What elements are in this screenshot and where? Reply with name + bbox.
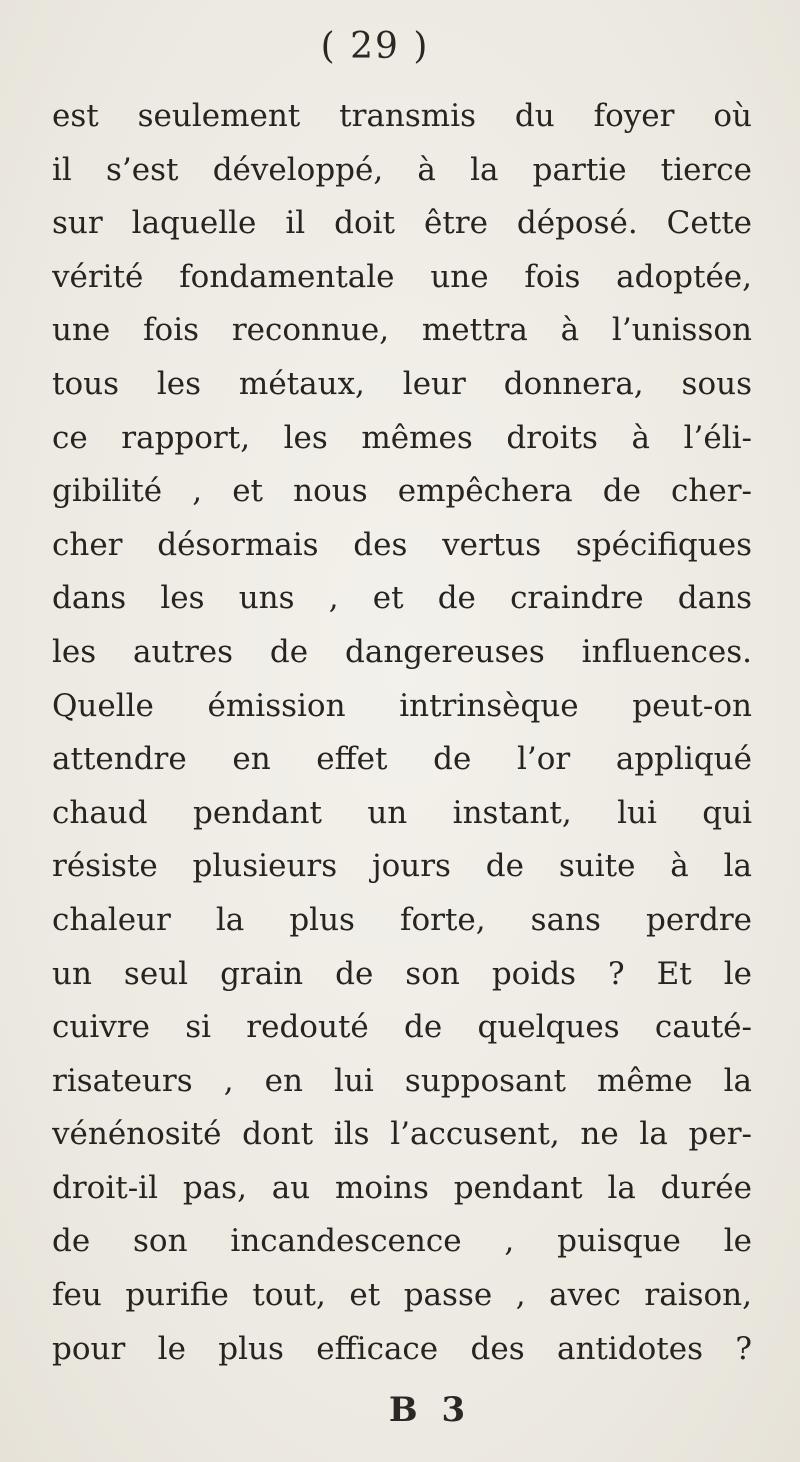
text-line: pour le plus efficace des antidotes ? bbox=[52, 1330, 752, 1367]
text-line: dans les uns , et de craindre dans bbox=[52, 580, 752, 617]
text-line: attendre en effet de l’or appliqué bbox=[52, 741, 752, 778]
text-line: sur laquelle il doit être déposé. Cette bbox=[52, 205, 752, 242]
text-line: chaleur la plus forte, sans perdre bbox=[52, 901, 752, 938]
text-line: de son incandescence , puisque le bbox=[52, 1223, 752, 1260]
text-line: Quelle émission intrinsèque peut-on bbox=[52, 687, 752, 724]
text-line: chaud pendant un instant, lui qui bbox=[52, 794, 752, 831]
page-number: ( 29 ) bbox=[320, 26, 430, 67]
text-line: ce rapport, les mêmes droits à l’éli- bbox=[52, 419, 752, 456]
text-line: risateurs , en lui supposant même la bbox=[52, 1062, 752, 1099]
text-line: résiste plusieurs jours de suite à la bbox=[52, 848, 752, 885]
text-line: cher désormais des vertus spécifiques bbox=[52, 526, 752, 563]
text-line: cuivre si redouté de quelques cauté- bbox=[52, 1009, 752, 1046]
signature-mark bbox=[0, 1390, 800, 1430]
text-line: est seulement transmis du foyer où bbox=[52, 98, 752, 134]
text-line: un seul grain de son poids ? Et le bbox=[52, 955, 752, 992]
text-line: les autres de dangereuses influences. bbox=[52, 633, 752, 670]
text-line: vénénosité dont ils l’accusent, ne la per- bbox=[52, 1116, 752, 1153]
body-text bbox=[52, 90, 752, 1376]
signature-text: B 3 bbox=[388, 1390, 472, 1430]
text-line: gibilité , et nous empêchera de cher- bbox=[52, 473, 752, 510]
text-line: il s’est développé, à la partie tierce bbox=[52, 151, 752, 188]
text-line: vérité fondamentale une fois adoptée, bbox=[52, 258, 752, 295]
text-line: feu purifie tout, et passe , avec raison, bbox=[52, 1277, 752, 1314]
text-line: droit-il pas, au moins pendant la durée bbox=[52, 1169, 752, 1206]
text-line: tous les métaux, leur donnera, sous bbox=[52, 365, 752, 402]
text-line: une fois reconnue, mettra à l’unisson bbox=[52, 312, 752, 349]
